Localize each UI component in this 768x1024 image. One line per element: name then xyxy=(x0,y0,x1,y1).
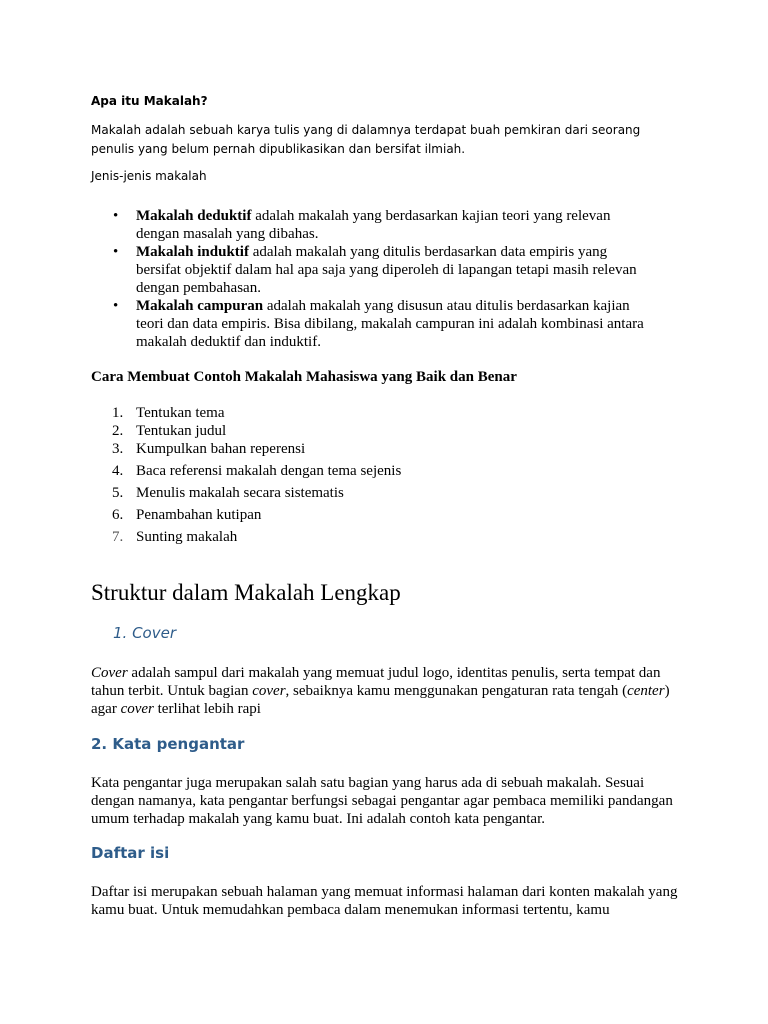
step-number: 3. xyxy=(112,441,124,457)
daftar-isi-heading: Daftar isi xyxy=(91,844,170,862)
kata-pengantar-heading: 2. Kata pengantar xyxy=(91,735,245,753)
step-text: Tentukan judul xyxy=(136,423,227,439)
types-label: Jenis-jenis makalah xyxy=(91,169,207,183)
list-item xyxy=(91,462,651,480)
list-item xyxy=(91,484,651,502)
type-desc: adalah makalah yang ditulis berdasarkan data empiris yang bersifat objektif dalam hal apa saja yang diperoleh di lapangan tetapi masih relevan dengan pembahasan. xyxy=(136,244,637,296)
type-desc: adalah makalah yang disusun atau ditulis berdasarkan kajian teori dan data empiris. Bisa dibilang, makalah campuran ini adalah kombinasi antara makalah deduktif dan induktif. xyxy=(136,298,644,350)
step-number: 1. xyxy=(112,405,124,421)
list-item xyxy=(91,506,651,524)
cover-heading: 1. Cover xyxy=(113,624,177,642)
step-text: Penambahan kutipan xyxy=(136,507,262,523)
cover-term: Cover xyxy=(91,665,128,681)
step-number: 5. xyxy=(112,485,124,501)
bullet-icon: • xyxy=(113,244,119,260)
intro-paragraph: Makalah adalah sebuah karya tulis yang di dalamnya terdapat buah pemkiran dari seorang penulis yang belum pernah dipublikasikan dan bersifat ilmiah. xyxy=(91,123,641,156)
list-item xyxy=(91,440,651,458)
bullet-icon: • xyxy=(113,208,119,224)
question-heading: Apa itu Makalah? xyxy=(91,94,208,108)
step-text: Tentukan tema xyxy=(136,405,225,421)
type-term: Makalah induktif xyxy=(136,244,249,260)
type-term: Makalah deduktif xyxy=(136,208,252,224)
cover-text: ) agar xyxy=(91,683,670,717)
cover-text: adalah sampul dari makalah yang memuat judul logo, identitas penulis, serta tempat dan tahun terbit. Untuk bagian xyxy=(91,665,661,699)
type-desc: adalah makalah yang berdasarkan kajian teori yang relevan dengan masalah yang dibahas. xyxy=(136,208,611,242)
structure-heading: Struktur dalam Makalah Lengkap xyxy=(91,580,401,605)
step-text: Menulis makalah secara sistematis xyxy=(136,485,344,501)
type-term: Makalah campuran xyxy=(136,298,264,314)
list-item xyxy=(91,207,651,243)
step-text: Baca referensi makalah dengan tema sejenis xyxy=(136,463,402,479)
list-item xyxy=(91,243,651,297)
cover-term: cover xyxy=(252,683,286,699)
list-item xyxy=(91,297,651,351)
cover-text: , sebaiknya kamu menggunakan pengaturan rata tengah ( xyxy=(285,683,628,699)
step-text: Kumpulkan bahan reperensi xyxy=(136,441,306,457)
kata-pengantar-paragraph: Kata pengantar juga merupakan salah satu bagian yang harus ada di sebuah makalah. Sesuai dengan namanya, kata pengantar berfungsi sebagai pengantar agar pembaca memiliki pandangan umum terhadap makalah yang kamu buat. Ini adalah contoh kata pengantar. xyxy=(91,775,673,827)
step-number: 4. xyxy=(112,463,124,479)
bullet-icon: • xyxy=(113,298,119,314)
step-number: 2. xyxy=(112,423,124,439)
cover-term: cover xyxy=(120,701,154,717)
center-term: center xyxy=(627,683,665,699)
list-item xyxy=(91,422,651,440)
list-item xyxy=(91,528,651,546)
cover-paragraph xyxy=(91,664,681,718)
list-item xyxy=(91,404,651,422)
cover-text: terlihat lebih rapi xyxy=(153,701,261,717)
steps-list xyxy=(91,404,651,546)
types-list xyxy=(91,207,651,351)
daftar-isi-paragraph: Daftar isi merupakan sebuah halaman yang memuat informasi halaman dari konten makalah yang kamu buat. Untuk memudahkan pembaca dalam menemukan informasi tertentu, kamu xyxy=(91,884,678,918)
step-number: 7. xyxy=(112,529,124,545)
howto-heading: Cara Membuat Contoh Makalah Mahasiswa yang Baik dan Benar xyxy=(91,369,517,385)
step-number: 6. xyxy=(112,507,124,523)
step-text: Sunting makalah xyxy=(136,529,238,545)
